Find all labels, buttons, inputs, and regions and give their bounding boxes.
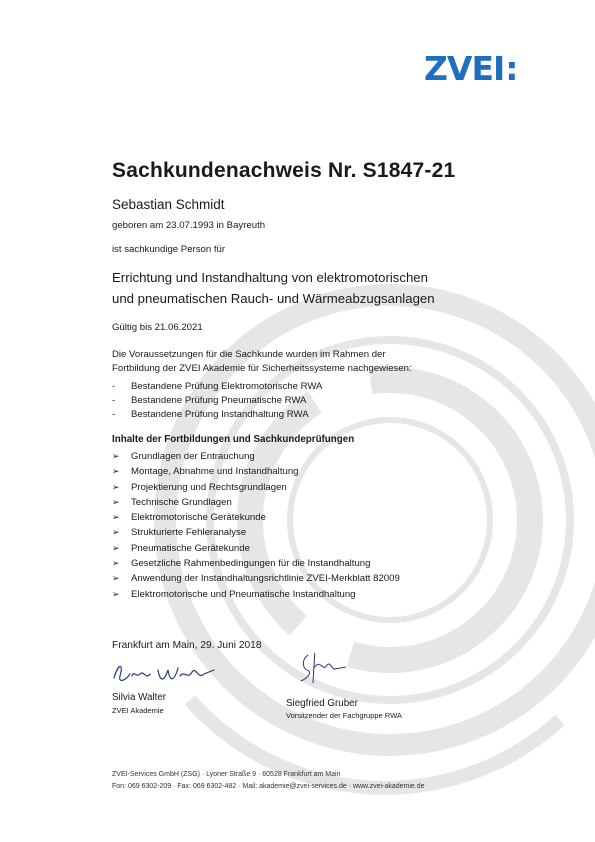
logo-colon: : [505, 49, 518, 88]
role-intro: ist sachkundige Person für [112, 244, 226, 255]
arrow-bullet-icon: ➢ [112, 542, 120, 553]
certificate-title: Sachkundenachweis Nr. S1847-21 [112, 159, 456, 182]
arrow-bullet-icon: ➢ [112, 588, 120, 599]
list-item [112, 394, 322, 408]
person-name: Sebastian Schmidt [112, 197, 225, 212]
requirement-text: Bestandene Prüfung Pneumatische RWA [131, 395, 307, 407]
zvei-logo [424, 49, 518, 88]
arrow-bullet-icon: ➢ [112, 558, 120, 569]
content-text: Anwendung der Instandhaltungsrichtlinie ZVEI-Merkblatt 82009 [131, 573, 400, 585]
list-item [112, 510, 400, 525]
content-text: Montage, Abnahme und Instandhaltung [131, 466, 299, 478]
signatory-1-role: ZVEI Akademie [112, 706, 164, 715]
content-text: Gesetzliche Rahmenbedingungen für die Instandhaltung [131, 558, 371, 570]
list-item [112, 495, 400, 510]
contents-list [112, 449, 400, 602]
arrow-bullet-icon: ➢ [112, 466, 120, 477]
content-text: Projektierung und Rechtsgrundlagen [131, 481, 287, 493]
content-text: Elektromotorische Gerätekunde [131, 512, 266, 524]
arrow-bullet-icon: ➢ [112, 496, 120, 507]
requirement-text: Bestandene Prüfung Instandhaltung RWA [131, 409, 309, 421]
signatory-1-name: Silvia Walter [112, 692, 167, 703]
signature-gruber-image [288, 650, 398, 686]
arrow-bullet-icon: ➢ [112, 451, 120, 461]
list-item [112, 541, 400, 556]
arrow-bullet-icon: ➢ [112, 573, 120, 584]
requirements-intro-line-1: Die Voraussetzungen für die Sachkunde wurden im Rahmen der [112, 349, 386, 360]
list-item [112, 480, 400, 495]
content-text: Technische Grundlagen [131, 496, 232, 508]
contents-heading: Inhalte der Fortbildungen und Sachkundeprüfungen [112, 434, 355, 445]
footer-contact: Fon: 069 6302-209 · Fax: 069 6302-482 · Mail: akademie@zvei-services.de · www.zvei-akademie.de [112, 783, 425, 790]
validity-date: Gültig bis 21.06.2021 [112, 322, 203, 333]
signatory-2-role: Vorsitzender der Fachgruppe RWA [286, 711, 402, 720]
arrow-bullet-icon: ➢ [112, 481, 120, 492]
content-text: Grundlagen der Entrauchung [131, 451, 255, 462]
list-item [112, 587, 400, 602]
footer-address: ZVEI-Services GmbH (ZSG) · Lyoner Straße 9 · 60528 Frankfurt am Main [112, 771, 341, 778]
requirements-list [112, 380, 322, 423]
list-item [112, 449, 400, 464]
list-item [112, 525, 400, 540]
requirement-text: Bestandene Prüfung Elektromotorische RWA [131, 381, 323, 392]
content-text: Elektromotorische und Pneumatische Instandhaltung [131, 588, 356, 600]
certified-subject [112, 267, 435, 309]
requirements-intro-line-2: Fortbildung der ZVEI Akademie für Sicherheitssysteme nachgewiesen: [112, 362, 412, 374]
list-item [112, 464, 400, 479]
list-item [112, 556, 400, 571]
dash-bullet: - [112, 381, 116, 392]
subject-line-1: Errichtung und Instandhaltung von elektromotorischen [112, 270, 428, 285]
list-item [112, 408, 322, 422]
signatory-2-name: Siegfried Gruber [286, 698, 358, 709]
arrow-bullet-icon: ➢ [112, 512, 120, 523]
list-item [112, 571, 400, 586]
birth-info: geboren am 23.07.1993 in Bayreuth [112, 220, 266, 231]
dash-bullet: - [112, 409, 116, 421]
requirements-intro [112, 348, 412, 375]
subject-line-2: und pneumatischen Rauch- und Wärmeabzugsanlagen [112, 291, 435, 306]
place-date: Frankfurt am Main, 29. Juni 2018 [112, 640, 262, 651]
content-text: Pneumatische Gerätekunde [131, 542, 250, 554]
list-item [112, 380, 322, 394]
dash-bullet: - [112, 395, 116, 407]
signature-walter-image [110, 656, 220, 692]
arrow-bullet-icon: ➢ [112, 527, 120, 538]
logo-text: ZVEI [424, 49, 505, 88]
content-text: Strukturierte Fehleranalyse [131, 527, 247, 539]
